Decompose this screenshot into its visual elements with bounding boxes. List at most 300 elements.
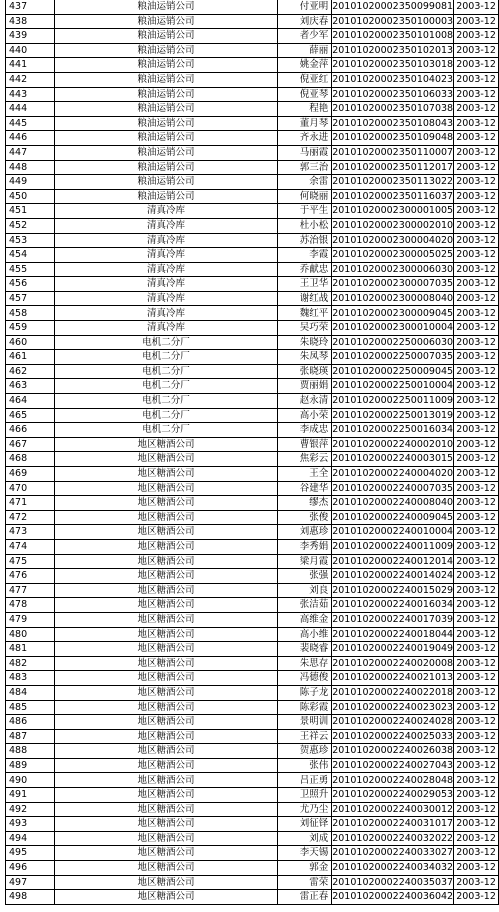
account-number-cell: 20101020002240002010 xyxy=(332,437,454,452)
date-cell: 2003-12 xyxy=(454,175,499,190)
account-number-cell: 20101020002350106033 xyxy=(332,87,454,102)
table-row xyxy=(6,131,499,146)
person-name-cell: 张洁茹 xyxy=(277,598,331,613)
serial-number-cell: 461 xyxy=(6,350,55,365)
serial-number-cell: 464 xyxy=(6,394,55,409)
account-number-cell: 20101020002300008040 xyxy=(332,291,454,306)
serial-number-cell: 495 xyxy=(6,846,55,861)
table-row xyxy=(6,467,499,482)
account-number-cell: 20101020002350101008 xyxy=(332,29,454,44)
serial-number-cell: 467 xyxy=(6,437,55,452)
person-name-cell: 倪亚琴 xyxy=(277,87,331,102)
person-name-cell: 朱晓玲 xyxy=(277,335,331,350)
account-number-cell: 20101020002240012014 xyxy=(332,554,454,569)
date-cell: 2003-12 xyxy=(454,890,499,905)
work-unit-cell: 地区糖酒公司 xyxy=(55,875,278,890)
person-name-cell: 王全 xyxy=(277,467,331,482)
person-name-cell: 曹银萍 xyxy=(277,437,331,452)
serial-number-cell: 468 xyxy=(6,452,55,467)
date-cell: 2003-12 xyxy=(454,700,499,715)
person-name-cell: 王卫华 xyxy=(277,277,331,292)
account-number-cell: 20101020002250013019 xyxy=(332,408,454,423)
table-row xyxy=(6,189,499,204)
serial-number-cell: 470 xyxy=(6,481,55,496)
work-unit-cell: 地区糖酒公司 xyxy=(55,467,278,482)
serial-number-cell: 481 xyxy=(6,642,55,657)
person-name-cell: 张晓瑛 xyxy=(277,364,331,379)
serial-number-cell: 479 xyxy=(6,612,55,627)
table-row xyxy=(6,773,499,788)
serial-number-cell: 473 xyxy=(6,525,55,540)
date-cell: 2003-12 xyxy=(454,306,499,321)
account-number-cell: 20101020002240015029 xyxy=(332,583,454,598)
work-unit-cell: 地区糖酒公司 xyxy=(55,729,278,744)
date-cell: 2003-12 xyxy=(454,131,499,146)
serial-number-cell: 472 xyxy=(6,510,55,525)
serial-number-cell: 443 xyxy=(6,87,55,102)
date-cell: 2003-12 xyxy=(454,248,499,263)
work-unit-cell: 清真冷库 xyxy=(55,218,278,233)
account-number-cell: 20101020002300004020 xyxy=(332,233,454,248)
table-row xyxy=(6,598,499,613)
work-unit-cell: 清真冷库 xyxy=(55,291,278,306)
account-number-cell: 20101020002240036042 xyxy=(332,890,454,905)
account-number-cell: 20101020002240004020 xyxy=(332,467,454,482)
date-cell: 2003-12 xyxy=(454,715,499,730)
account-number-cell: 20101020002240011009 xyxy=(332,539,454,554)
account-number-cell: 20101020002250010004 xyxy=(332,379,454,394)
person-name-cell: 刘良 xyxy=(277,583,331,598)
serial-number-cell: 489 xyxy=(6,758,55,773)
account-number-cell: 20101020002350107038 xyxy=(332,102,454,117)
serial-number-cell: 457 xyxy=(6,291,55,306)
account-number-cell: 20101020002350110007 xyxy=(332,145,454,160)
work-unit-cell: 地区糖酒公司 xyxy=(55,715,278,730)
table-row xyxy=(6,350,499,365)
serial-number-cell: 444 xyxy=(6,102,55,117)
work-unit-cell: 粮油运销公司 xyxy=(55,102,278,117)
account-number-cell: 20101020002350116037 xyxy=(332,189,454,204)
work-unit-cell: 地区糖酒公司 xyxy=(55,700,278,715)
date-cell: 2003-12 xyxy=(454,43,499,58)
person-name-cell: 倪亚红 xyxy=(277,72,331,87)
table-row xyxy=(6,496,499,511)
person-name-cell: 卫照升 xyxy=(277,788,331,803)
account-number-cell: 20101020002350102013 xyxy=(332,43,454,58)
work-unit-cell: 粮油运销公司 xyxy=(55,131,278,146)
work-unit-cell: 地区糖酒公司 xyxy=(55,802,278,817)
work-unit-cell: 粮油运销公司 xyxy=(55,116,278,131)
serial-number-cell: 474 xyxy=(6,539,55,554)
table-row xyxy=(6,364,499,379)
person-name-cell: 者少军 xyxy=(277,29,331,44)
serial-number-cell: 497 xyxy=(6,875,55,890)
serial-number-cell: 445 xyxy=(6,116,55,131)
table-row xyxy=(6,539,499,554)
table-row xyxy=(6,729,499,744)
account-number-cell: 20101020002240030012 xyxy=(332,802,454,817)
date-cell: 2003-12 xyxy=(454,350,499,365)
date-cell: 2003-12 xyxy=(454,627,499,642)
work-unit-cell: 地区糖酒公司 xyxy=(55,612,278,627)
table-row xyxy=(6,715,499,730)
person-name-cell: 谷建华 xyxy=(277,481,331,496)
date-cell: 2003-12 xyxy=(454,29,499,44)
account-number-cell: 20101020002240031017 xyxy=(332,817,454,832)
date-cell: 2003-12 xyxy=(454,394,499,409)
date-cell: 2003-12 xyxy=(454,423,499,438)
person-name-cell: 冯德俊 xyxy=(277,671,331,686)
work-unit-cell: 清真冷库 xyxy=(55,233,278,248)
date-cell: 2003-12 xyxy=(454,831,499,846)
work-unit-cell: 电机二分厂 xyxy=(55,394,278,409)
table-row xyxy=(6,262,499,277)
account-number-cell: 20101020002240028048 xyxy=(332,773,454,788)
account-number-cell: 20101020002300007035 xyxy=(332,277,454,292)
work-unit-cell: 地区糖酒公司 xyxy=(55,583,278,598)
account-number-cell: 20101020002300006030 xyxy=(332,262,454,277)
table-row xyxy=(6,218,499,233)
account-number-cell: 20101020002240019049 xyxy=(332,642,454,657)
account-number-cell: 20101020002350112017 xyxy=(332,160,454,175)
person-name-cell: 李秀娟 xyxy=(277,539,331,554)
person-name-cell: 赵永清 xyxy=(277,394,331,409)
date-cell: 2003-12 xyxy=(454,539,499,554)
serial-number-cell: 475 xyxy=(6,554,55,569)
date-cell: 2003-12 xyxy=(454,452,499,467)
account-number-cell: 20101020002350100003 xyxy=(332,14,454,29)
serial-number-cell: 496 xyxy=(6,861,55,876)
account-number-cell: 20101020002240023023 xyxy=(332,700,454,715)
serial-number-cell: 456 xyxy=(6,277,55,292)
person-name-cell: 李成忠 xyxy=(277,423,331,438)
account-number-cell: 20101020002240007035 xyxy=(332,481,454,496)
table-row xyxy=(6,335,499,350)
table-row xyxy=(6,0,499,14)
date-cell: 2003-12 xyxy=(454,788,499,803)
table-row xyxy=(6,437,499,452)
work-unit-cell: 地区糖酒公司 xyxy=(55,481,278,496)
person-name-cell: 刘庆春 xyxy=(277,14,331,29)
table-row xyxy=(6,408,499,423)
work-unit-cell: 粮油运销公司 xyxy=(55,160,278,175)
person-name-cell: 雷荣 xyxy=(277,875,331,890)
date-cell: 2003-12 xyxy=(454,598,499,613)
account-number-cell: 20101020002240026038 xyxy=(332,744,454,759)
date-cell: 2003-12 xyxy=(454,160,499,175)
work-unit-cell: 粮油运销公司 xyxy=(55,189,278,204)
person-name-cell: 郭三治 xyxy=(277,160,331,175)
table-row xyxy=(6,510,499,525)
date-cell: 2003-12 xyxy=(454,773,499,788)
date-cell: 2003-12 xyxy=(454,277,499,292)
person-name-cell: 苏治银 xyxy=(277,233,331,248)
date-cell: 2003-12 xyxy=(454,671,499,686)
work-unit-cell: 地区糖酒公司 xyxy=(55,685,278,700)
serial-number-cell: 463 xyxy=(6,379,55,394)
serial-number-cell: 459 xyxy=(6,321,55,336)
serial-number-cell: 469 xyxy=(6,467,55,482)
person-name-cell: 付亚明 xyxy=(277,0,331,14)
serial-number-cell: 465 xyxy=(6,408,55,423)
date-cell: 2003-12 xyxy=(454,321,499,336)
roster-table-body xyxy=(6,0,499,904)
account-number-cell: 20101020002350099081 xyxy=(332,0,454,14)
work-unit-cell: 粮油运销公司 xyxy=(55,29,278,44)
table-row xyxy=(6,423,499,438)
work-unit-cell: 粮油运销公司 xyxy=(55,43,278,58)
account-number-cell: 20101020002240003015 xyxy=(332,452,454,467)
account-number-cell: 20101020002240010004 xyxy=(332,525,454,540)
person-name-cell: 梁月霞 xyxy=(277,554,331,569)
date-cell: 2003-12 xyxy=(454,291,499,306)
table-row xyxy=(6,554,499,569)
date-cell: 2003-12 xyxy=(454,642,499,657)
roster-table xyxy=(5,0,499,905)
table-row xyxy=(6,481,499,496)
account-number-cell: 20101020002250006030 xyxy=(332,335,454,350)
person-name-cell: 杜小松 xyxy=(277,218,331,233)
date-cell: 2003-12 xyxy=(454,554,499,569)
person-name-cell: 高小荣 xyxy=(277,408,331,423)
date-cell: 2003-12 xyxy=(454,379,499,394)
serial-number-cell: 476 xyxy=(6,569,55,584)
person-name-cell: 于平生 xyxy=(277,204,331,219)
account-number-cell: 20101020002240033027 xyxy=(332,846,454,861)
person-name-cell: 李霞 xyxy=(277,248,331,263)
work-unit-cell: 电机二分厂 xyxy=(55,379,278,394)
account-number-cell: 20101020002250011009 xyxy=(332,394,454,409)
account-number-cell: 20101020002240024028 xyxy=(332,715,454,730)
account-number-cell: 20101020002240009045 xyxy=(332,510,454,525)
work-unit-cell: 粮油运销公司 xyxy=(55,0,278,14)
person-name-cell: 贺惠珍 xyxy=(277,744,331,759)
work-unit-cell: 清真冷库 xyxy=(55,306,278,321)
table-row xyxy=(6,685,499,700)
person-name-cell: 朱凤琴 xyxy=(277,350,331,365)
work-unit-cell: 清真冷库 xyxy=(55,321,278,336)
person-name-cell: 吴巧荣 xyxy=(277,321,331,336)
serial-number-cell: 458 xyxy=(6,306,55,321)
table-row xyxy=(6,72,499,87)
person-name-cell: 尤乃尘 xyxy=(277,802,331,817)
table-row xyxy=(6,846,499,861)
person-name-cell: 程艳 xyxy=(277,102,331,117)
person-name-cell: 高小维 xyxy=(277,627,331,642)
serial-number-cell: 493 xyxy=(6,817,55,832)
table-row xyxy=(6,861,499,876)
date-cell: 2003-12 xyxy=(454,189,499,204)
account-number-cell: 20101020002240034032 xyxy=(332,861,454,876)
account-number-cell: 20101020002300002010 xyxy=(332,218,454,233)
work-unit-cell: 地区糖酒公司 xyxy=(55,890,278,905)
person-name-cell: 张伟 xyxy=(277,758,331,773)
work-unit-cell: 地区糖酒公司 xyxy=(55,831,278,846)
date-cell: 2003-12 xyxy=(454,525,499,540)
work-unit-cell: 粮油运销公司 xyxy=(55,58,278,73)
date-cell: 2003-12 xyxy=(454,569,499,584)
serial-number-cell: 466 xyxy=(6,423,55,438)
account-number-cell: 20101020002350113022 xyxy=(332,175,454,190)
date-cell: 2003-12 xyxy=(454,817,499,832)
serial-number-cell: 438 xyxy=(6,14,55,29)
date-cell: 2003-12 xyxy=(454,510,499,525)
work-unit-cell: 粮油运销公司 xyxy=(55,14,278,29)
serial-number-cell: 482 xyxy=(6,656,55,671)
person-name-cell: 景明训 xyxy=(277,715,331,730)
account-number-cell: 20101020002250009045 xyxy=(332,364,454,379)
person-name-cell: 马丽霞 xyxy=(277,145,331,160)
account-number-cell: 20101020002240018044 xyxy=(332,627,454,642)
table-row xyxy=(6,14,499,29)
serial-number-cell: 447 xyxy=(6,145,55,160)
table-row xyxy=(6,875,499,890)
account-number-cell: 20101020002240027043 xyxy=(332,758,454,773)
serial-number-cell: 454 xyxy=(6,248,55,263)
work-unit-cell: 地区糖酒公司 xyxy=(55,510,278,525)
table-row xyxy=(6,321,499,336)
work-unit-cell: 粮油运销公司 xyxy=(55,72,278,87)
table-row xyxy=(6,831,499,846)
person-name-cell: 魏红平 xyxy=(277,306,331,321)
date-cell: 2003-12 xyxy=(454,58,499,73)
work-unit-cell: 地区糖酒公司 xyxy=(55,437,278,452)
table-row xyxy=(6,612,499,627)
work-unit-cell: 地区糖酒公司 xyxy=(55,817,278,832)
account-number-cell: 20101020002300010004 xyxy=(332,321,454,336)
table-row xyxy=(6,817,499,832)
table-row xyxy=(6,671,499,686)
work-unit-cell: 清真冷库 xyxy=(55,277,278,292)
account-number-cell: 20101020002240021013 xyxy=(332,671,454,686)
serial-number-cell: 491 xyxy=(6,788,55,803)
work-unit-cell: 地区糖酒公司 xyxy=(55,452,278,467)
serial-number-cell: 490 xyxy=(6,773,55,788)
serial-number-cell: 498 xyxy=(6,890,55,905)
table-row xyxy=(6,43,499,58)
serial-number-cell: 449 xyxy=(6,175,55,190)
person-name-cell: 姚金萍 xyxy=(277,58,331,73)
work-unit-cell: 地区糖酒公司 xyxy=(55,525,278,540)
work-unit-cell: 地区糖酒公司 xyxy=(55,846,278,861)
work-unit-cell: 地区糖酒公司 xyxy=(55,569,278,584)
serial-number-cell: 441 xyxy=(6,58,55,73)
table-row xyxy=(6,758,499,773)
date-cell: 2003-12 xyxy=(454,437,499,452)
person-name-cell: 乔献忠 xyxy=(277,262,331,277)
account-number-cell: 20101020002350108043 xyxy=(332,116,454,131)
work-unit-cell: 地区糖酒公司 xyxy=(55,758,278,773)
person-name-cell: 刘惠珍 xyxy=(277,525,331,540)
date-cell: 2003-12 xyxy=(454,496,499,511)
account-number-cell: 20101020002240017039 xyxy=(332,612,454,627)
serial-number-cell: 485 xyxy=(6,700,55,715)
table-row xyxy=(6,160,499,175)
table-row xyxy=(6,116,499,131)
table-row xyxy=(6,744,499,759)
work-unit-cell: 粮油运销公司 xyxy=(55,175,278,190)
table-row xyxy=(6,656,499,671)
person-name-cell: 裴晓睿 xyxy=(277,642,331,657)
date-cell: 2003-12 xyxy=(454,364,499,379)
person-name-cell: 雷正春 xyxy=(277,890,331,905)
serial-number-cell: 442 xyxy=(6,72,55,87)
table-row xyxy=(6,802,499,817)
account-number-cell: 20101020002300009045 xyxy=(332,306,454,321)
date-cell: 2003-12 xyxy=(454,233,499,248)
person-name-cell: 郭金 xyxy=(277,861,331,876)
date-cell: 2003-12 xyxy=(454,744,499,759)
serial-number-cell: 462 xyxy=(6,364,55,379)
table-row xyxy=(6,627,499,642)
account-number-cell: 20101020002300005025 xyxy=(332,248,454,263)
work-unit-cell: 地区糖酒公司 xyxy=(55,627,278,642)
table-row xyxy=(6,890,499,905)
serial-number-cell: 439 xyxy=(6,29,55,44)
date-cell: 2003-12 xyxy=(454,481,499,496)
work-unit-cell: 地区糖酒公司 xyxy=(55,554,278,569)
person-name-cell: 刘成 xyxy=(277,831,331,846)
date-cell: 2003-12 xyxy=(454,467,499,482)
table-row xyxy=(6,306,499,321)
serial-number-cell: 486 xyxy=(6,715,55,730)
table-row xyxy=(6,700,499,715)
person-name-cell: 陈彩霞 xyxy=(277,700,331,715)
work-unit-cell: 清真冷库 xyxy=(55,248,278,263)
table-row xyxy=(6,233,499,248)
work-unit-cell: 地区糖酒公司 xyxy=(55,671,278,686)
table-row xyxy=(6,379,499,394)
date-cell: 2003-12 xyxy=(454,102,499,117)
serial-number-cell: 455 xyxy=(6,262,55,277)
serial-number-cell: 446 xyxy=(6,131,55,146)
person-name-cell: 余雷 xyxy=(277,175,331,190)
person-name-cell: 焦彩云 xyxy=(277,452,331,467)
serial-number-cell: 453 xyxy=(6,233,55,248)
person-name-cell: 李天锡 xyxy=(277,846,331,861)
date-cell: 2003-12 xyxy=(454,116,499,131)
table-row xyxy=(6,583,499,598)
account-number-cell: 20101020002300001005 xyxy=(332,204,454,219)
person-name-cell: 薛丽 xyxy=(277,43,331,58)
serial-number-cell: 440 xyxy=(6,43,55,58)
date-cell: 2003-12 xyxy=(454,145,499,160)
person-name-cell: 缪杰 xyxy=(277,496,331,511)
date-cell: 2003-12 xyxy=(454,729,499,744)
person-name-cell: 何晓丽 xyxy=(277,189,331,204)
serial-number-cell: 484 xyxy=(6,685,55,700)
work-unit-cell: 电机二分厂 xyxy=(55,350,278,365)
date-cell: 2003-12 xyxy=(454,612,499,627)
serial-number-cell: 450 xyxy=(6,189,55,204)
work-unit-cell: 电机二分厂 xyxy=(55,408,278,423)
table-row xyxy=(6,58,499,73)
work-unit-cell: 清真冷库 xyxy=(55,262,278,277)
date-cell: 2003-12 xyxy=(454,335,499,350)
person-name-cell: 董月琴 xyxy=(277,116,331,131)
date-cell: 2003-12 xyxy=(454,0,499,14)
date-cell: 2003-12 xyxy=(454,875,499,890)
work-unit-cell: 电机二分厂 xyxy=(55,364,278,379)
account-number-cell: 20101020002250016034 xyxy=(332,423,454,438)
person-name-cell: 谢红战 xyxy=(277,291,331,306)
table-row xyxy=(6,204,499,219)
date-cell: 2003-12 xyxy=(454,758,499,773)
serial-number-cell: 471 xyxy=(6,496,55,511)
serial-number-cell: 483 xyxy=(6,671,55,686)
table-row xyxy=(6,525,499,540)
person-name-cell: 朱思存 xyxy=(277,656,331,671)
